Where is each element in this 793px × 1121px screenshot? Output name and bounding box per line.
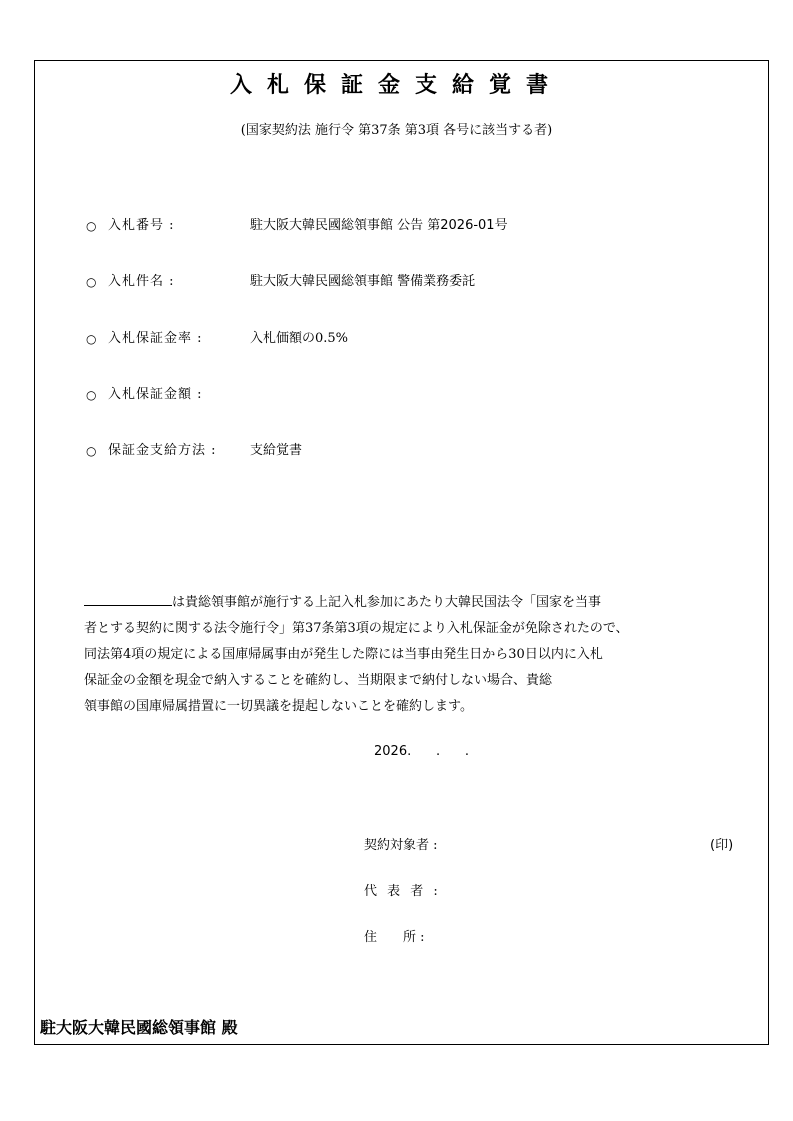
seal-mark: (印) [710,838,734,853]
bullet-icon: ○ [86,219,97,233]
item-label: 保証金支給方法 : [108,443,217,458]
addressee: 駐大阪大韓民國総領事館 殿 [40,1018,238,1037]
item-value: 駐大阪大韓民國総領事館 公告 第2026-01号 [250,218,508,233]
representative-label: 代 表 者 : [364,884,441,899]
bullet-icon: ○ [86,275,97,289]
document-subtitle: (国家契約法 施行令 第37条 第3項 各号に該当する者) [240,123,553,138]
paragraph-text: は貴総領事館が施行する上記入札参加にあたり大韓民国法令「国家を当事 [172,595,602,610]
contractor-label: 契約対象者 : [364,838,438,853]
name-blank [84,591,172,606]
item-label: 入札番号 : [108,218,175,233]
item-label: 入札保証金率 : [108,331,203,346]
bullet-icon: ○ [86,332,97,346]
item-label: 入札件名 : [108,274,175,289]
date-field: 2026. . . [374,744,470,759]
paragraph-line: 同法第4項の規定による国庫帰属事由が発生した際には当事由発生日から30日以内に入札 [84,647,603,662]
paragraph-line: 者とする契約に関する法令施行令」第37条第3項の規定により入札保証金が免除されたので、 [84,621,629,636]
paragraph-line: 領事館の国庫帰属措置に一切異議を提起しないことを確約します。 [84,699,473,714]
item-value: 入札価額の0.5% [250,331,349,346]
document-title: 入札保証金支給覚書 [229,73,563,98]
pledge-paragraph [84,590,664,720]
item-value: 駐大阪大韓民國総領事館 警備業務委託 [250,274,476,289]
bullet-icon: ○ [86,388,97,402]
address-label: 住 所 : [364,930,425,945]
paragraph-line: 保証金の金額を現金で納入することを確約し、当期限まで納付しない場合、貴総 [84,673,553,688]
paragraph-line [84,590,664,616]
bullet-icon: ○ [86,444,97,458]
item-value: 支給覚書 [250,443,303,458]
item-label: 入札保証金額 : [108,387,203,402]
